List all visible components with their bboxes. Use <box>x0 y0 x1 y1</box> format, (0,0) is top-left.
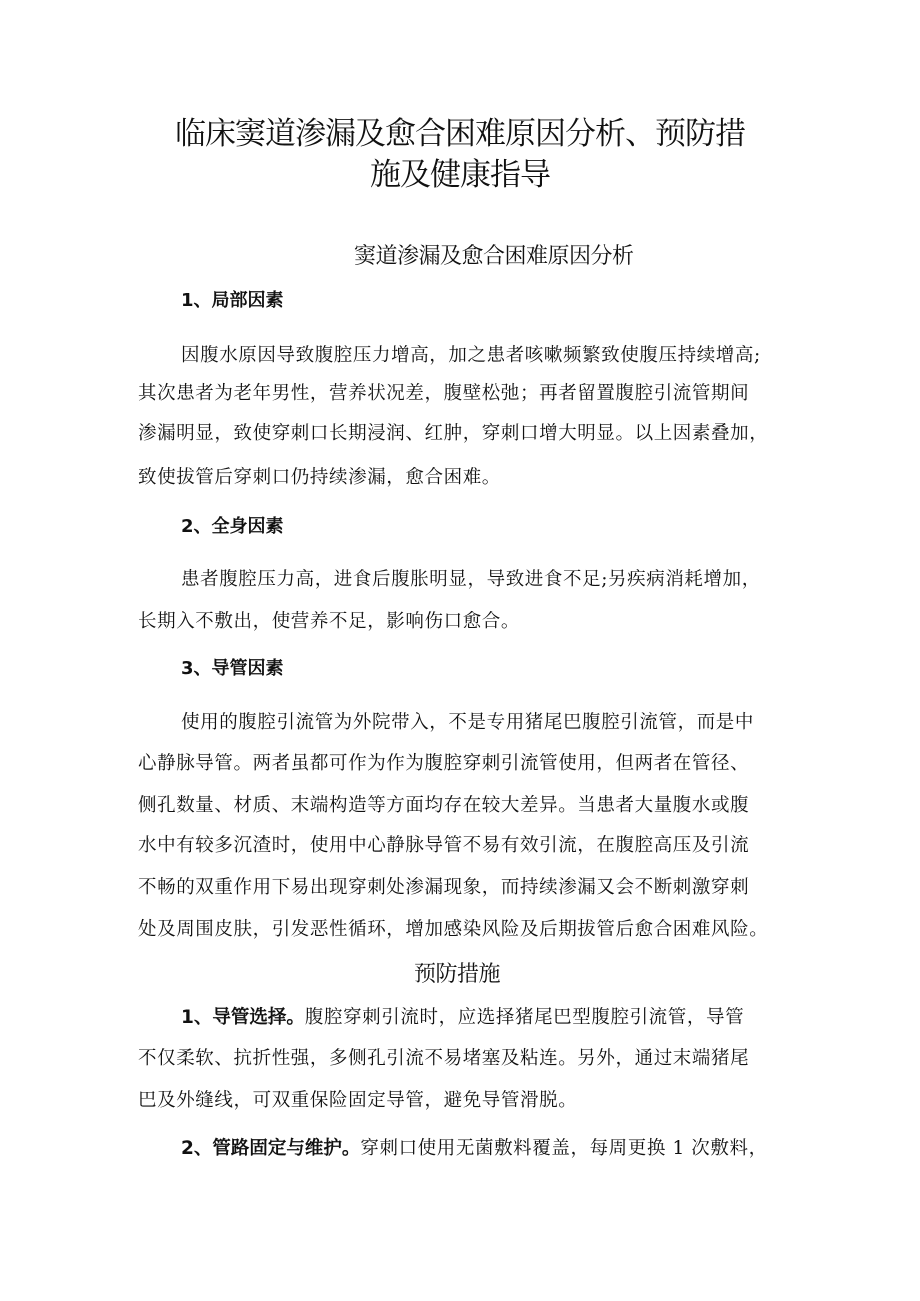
paragraph-line <box>181 1005 794 1031</box>
document-title-line-2: 施及健康指导 <box>370 157 550 193</box>
paragraph-line: 致使拔管后穿刺口仍持续渗漏，愈合困难。 <box>138 467 501 488</box>
paragraph-line: 侧孔数量、材质、末端构造等方面均存在较大差异。当患者大量腹水或腹 <box>138 795 750 816</box>
paragraph-line: 心静脉导管。两者虽都可作为作为腹腔穿刺引流管使用，但两者在管径、 <box>138 753 750 774</box>
paragraph-line: 因腹水原因导致腹腔压力增高，加之患者咳嗽频繁致使腹压持续增高; <box>181 345 761 366</box>
paragraph-line: 不仅柔软、抗折性强，多侧孔引流不易堵塞及粘连。另外，通过末端猪尾 <box>138 1048 750 1069</box>
item-text: 腹腔穿刺引流时，应选择猪尾巴型腹腔引流管，导管 <box>304 1007 745 1028</box>
subsection-heading-catheter-factors: 3、导管因素 <box>181 658 284 679</box>
paragraph-line <box>181 1136 794 1162</box>
paragraph-line: 巴及外缝线，可双重保险固定导管，避免导管滑脱。 <box>138 1090 578 1111</box>
paragraph-line: 其次患者为老年男性，营养状况差，腹壁松弛；再者留置腹腔引流管期间 <box>138 383 750 404</box>
section-heading-prevention: 预防措施 <box>414 962 501 987</box>
paragraph-line: 渗漏明显，致使穿刺口长期浸润、红肿，穿刺口增大明显。以上因素叠加， <box>138 423 769 444</box>
subsection-heading-local-factors: 1、局部因素 <box>181 290 284 311</box>
paragraph-line: 使用的腹腔引流管为外院带入，不是专用猪尾巴腹腔引流管，而是中 <box>181 712 755 733</box>
paragraph-line: 水中有较多沉渣时，使用中心静脉导管不易有效引流，在腹腔高压及引流 <box>138 835 750 856</box>
paragraph-line: 不畅的双重作用下易出现穿刺处渗漏现象，而持续渗漏又会不断刺激穿刺 <box>138 877 750 898</box>
document-title-line-1: 临床窦道渗漏及愈合困难原因分析、预防措 <box>175 116 745 152</box>
item-lead-catheter-selection: 1、导管选择。 <box>181 1007 305 1028</box>
paragraph-line: 长期入不敷出，使营养不足，影响伤口愈合。 <box>138 611 521 632</box>
section-heading-cause-analysis: 窦道渗漏及愈合困难原因分析 <box>354 244 634 269</box>
subsection-heading-systemic-factors: 2、全身因素 <box>181 516 284 537</box>
item-lead-tube-fixation: 2、管路固定与维护。 <box>181 1138 361 1159</box>
item-text: 穿刺口使用无菌敷料覆盖，每周更换 1 次敷料， <box>360 1138 768 1159</box>
paragraph-line: 患者腹腔压力高，进食后腹胀明显，导致进食不足;另疾病消耗增加， <box>181 569 761 590</box>
paragraph-line: 处及周围皮肤，引发恶性循环，增加感染风险及后期拔管后愈合困难风险。 <box>138 919 769 940</box>
